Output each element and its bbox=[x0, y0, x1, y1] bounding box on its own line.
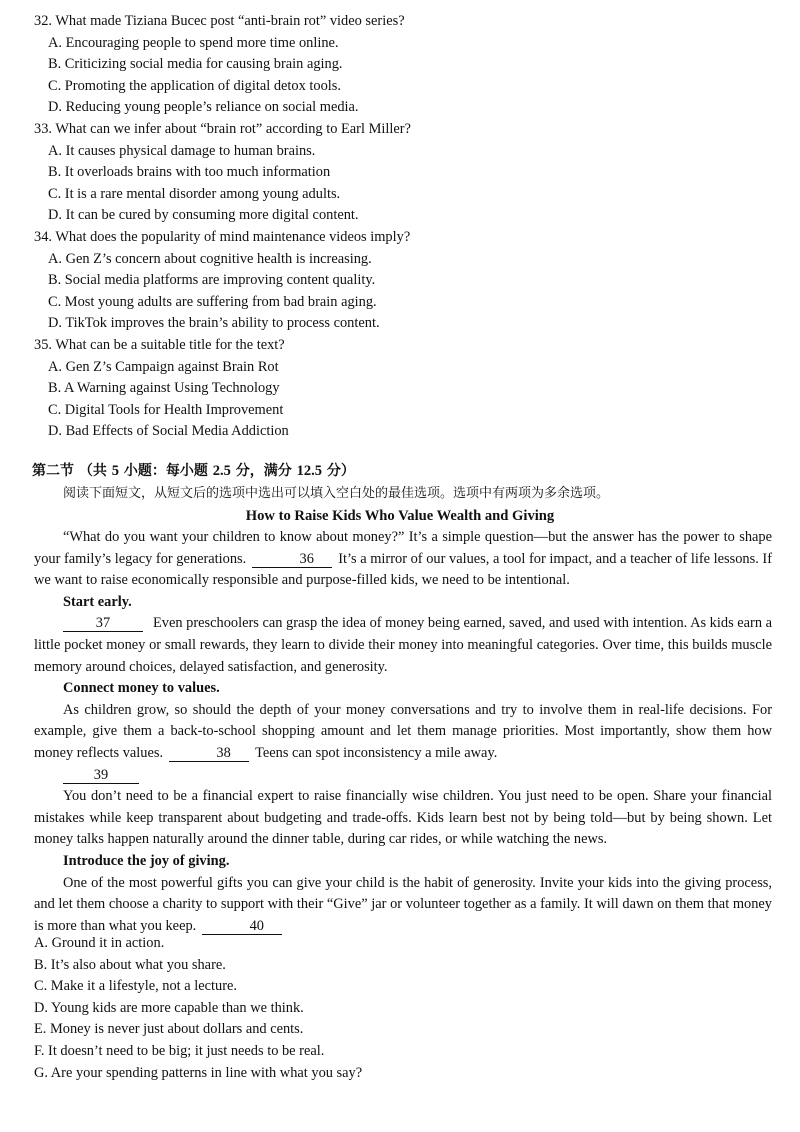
blank-37: 37 bbox=[63, 616, 143, 632]
paragraph-2 bbox=[34, 613, 772, 678]
question-option: B. It overloads brains with too much information bbox=[48, 164, 331, 181]
question-option: B. A Warning against Using Technology bbox=[48, 380, 280, 397]
section-heading-mid1: 小题：每小题 bbox=[119, 463, 213, 479]
question-stem: 34. What does the popularity of mind maintenance videos imply? bbox=[34, 228, 411, 245]
question-option: A. Encouraging people to spend more time online. bbox=[48, 34, 339, 51]
question-stem: 33. What can we infer about “brain rot” according to Earl Miller? bbox=[34, 120, 411, 137]
paragraph-2-text: Even preschoolers can grasp the idea of money being earned, saved, and used with intention. As kids earn a little pocket money or small rewards, they learn to divide their money into meaningful categories. Over time, this builds muscle memory around choices, delayed satisfaction, and generosity. bbox=[34, 615, 773, 675]
question-option: D. Bad Effects of Social Media Addiction bbox=[48, 423, 289, 440]
section-heading bbox=[32, 461, 772, 482]
choice-option: A. Ground it in action. bbox=[34, 935, 165, 951]
paragraph-1-text-a: “What do you want your children to know about money?” It’s a simple question—but the answer has the power to shape your family’s legacy for generations. bbox=[34, 529, 772, 567]
paragraph-3-text-a: As children grow, so should the depth of your money conversations and try to involve them in real-life decisions. For example, give them a back-to-school shopping amount and let them manage priorities. Most importantly, show them how money reflects values. bbox=[34, 701, 772, 761]
question-list bbox=[34, 11, 774, 443]
paragraph-1 bbox=[34, 527, 772, 592]
blank-36: 36 bbox=[252, 552, 332, 568]
subheading-connect-values: Connect money to values. bbox=[63, 680, 220, 697]
choice-option: F. It doesn’t need to be big; it just needs to be real. bbox=[34, 1042, 325, 1059]
section-points-total: 12.5 bbox=[296, 463, 322, 479]
question-option: A. Gen Z’s Campaign against Brain Rot bbox=[48, 358, 279, 375]
blank-38: 38 bbox=[169, 746, 249, 762]
section-heading-prefix: 第二节 （共 bbox=[32, 463, 112, 479]
subheading-joy-of-giving: Introduce the joy of giving. bbox=[63, 852, 230, 869]
question-option: D. It can be cured by consuming more digital content. bbox=[48, 207, 359, 224]
choice-option: E. Money is never just about dollars and cents. bbox=[34, 1021, 304, 1038]
choice-option: C. Make it a lifestyle, not a lecture. bbox=[34, 978, 238, 995]
question-option: D. TikTok improves the brain’s ability to process content. bbox=[48, 315, 380, 332]
blank-39: 39 bbox=[63, 768, 139, 784]
section-heading-suffix: 分） bbox=[322, 463, 355, 479]
passage-title: How to Raise Kids Who Value Wealth and Giving bbox=[245, 508, 555, 524]
question-option: C. Most young adults are suffering from bad brain aging. bbox=[48, 293, 377, 310]
paragraph-1-text-b: It’s a mirror of our values, a tool for impact, and a teacher of life lessons. If we want to raise economically responsible and purpose-filled kids, we need to be intentional. bbox=[34, 550, 772, 589]
question-option: C. It is a rare mental disorder among young adults. bbox=[48, 185, 341, 202]
subheading-start-early: Start early. bbox=[63, 593, 132, 610]
section-instruction: 阅读下面短文，从短文后的选项中选出可以填入空白处的最佳选项。选项中有两项为多余选项。 bbox=[63, 486, 610, 501]
choice-option: B. It’s also about what you share. bbox=[34, 956, 226, 973]
section-heading-mid2: 分，满分 bbox=[230, 463, 297, 479]
question-option: C. Digital Tools for Health Improvement bbox=[48, 401, 284, 418]
question-option: D. Reducing young people’s reliance on social media. bbox=[48, 99, 359, 116]
section-points-each: 2.5 bbox=[212, 463, 231, 479]
question-option: B. Social media platforms are improving content quality. bbox=[48, 272, 376, 289]
paragraph-4: You don’t need to be a financial expert to raise financially wise children. You just need to be open. Share your financial mistakes while keep transparent about budgeting and trade-offs. Kids learn best not by being told—but by being shown. Let money talks happen naturally around the dinner table, during car rides, or while watching the news. bbox=[34, 788, 772, 848]
paragraph-5-text: One of the most powerful gifts you can give your child is the habit of generosity. Invite your kids into the giving process, and let them choose a charity to support with their “Give” jar or volunteer together as a family. It will dawn on them that money is more than what you keep. bbox=[34, 874, 772, 934]
question-option: A. It causes physical damage to human brains. bbox=[48, 142, 316, 159]
section-question-count: 5 bbox=[111, 463, 119, 479]
paragraph-5 bbox=[34, 873, 772, 938]
answer-choices bbox=[34, 933, 772, 1084]
question-stem: 35. What can be a suitable title for the text? bbox=[34, 336, 285, 353]
blank-39-line bbox=[34, 765, 772, 787]
paragraph-3-text-b: Teens can spot inconsistency a mile away. bbox=[255, 744, 498, 761]
question-stem: 32. What made Tiziana Bucec post “anti-brain rot” video series? bbox=[34, 13, 405, 29]
question-option: B. Criticizing social media for causing brain aging. bbox=[48, 56, 343, 73]
paragraph-3 bbox=[34, 700, 772, 765]
blank-40: 40 bbox=[202, 919, 282, 935]
question-option: A. Gen Z’s concern about cognitive health is increasing. bbox=[48, 250, 372, 267]
choice-option: G. Are your spending patterns in line with what you say? bbox=[34, 1064, 363, 1081]
choice-option: D. Young kids are more capable than we think. bbox=[34, 999, 304, 1016]
question-option: C. Promoting the application of digital detox tools. bbox=[48, 77, 341, 94]
passage-body bbox=[34, 527, 772, 937]
